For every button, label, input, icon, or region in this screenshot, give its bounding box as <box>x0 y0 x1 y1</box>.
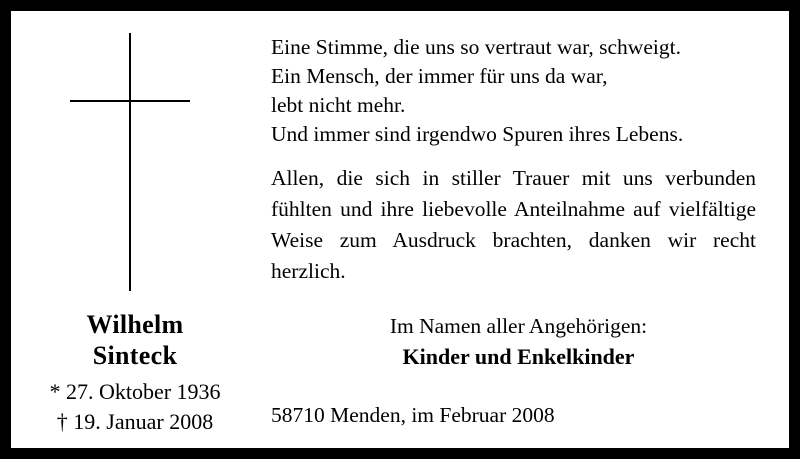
death-date-line: † 19. Januar 2008 <box>56 409 214 434</box>
latin-cross-icon <box>129 33 131 291</box>
verse-line: Und immer sind irgendwo Spuren ihres Lebens. <box>271 122 684 146</box>
deceased-first-name: Wilhelm <box>86 310 184 339</box>
birth-date-line: * 27. Oktober 1936 <box>49 379 221 404</box>
place-and-date: 58710 Menden, im Februar 2008 <box>271 403 555 427</box>
family-intro-text: Im Namen aller Angehörigen: <box>389 314 648 338</box>
family-names-text: Kinder und Enkelkinder <box>402 344 635 369</box>
latin-cross-icon-bar <box>70 100 190 102</box>
verse-line: Eine Stimme, die uns so vertraut war, schweigt. <box>271 35 681 59</box>
thanks-paragraph: Allen, die sich in stiller Trauer mit uns verbunden fühlten und ihre liebevolle Anteilnahme auf vielfältige Weise zum Ausdruck brachten, danken wir recht herzlich. <box>271 166 756 283</box>
verse-line: Ein Mensch, der immer für uns da war, <box>271 64 608 88</box>
verse-line: lebt nicht mehr. <box>271 93 406 117</box>
family-block <box>271 312 766 372</box>
right-column <box>266 11 774 448</box>
obituary-card <box>9 9 791 450</box>
deceased-name <box>11 309 259 371</box>
obituary-content <box>11 11 789 448</box>
deceased-last-name: Sinteck <box>92 341 178 370</box>
life-dates <box>11 377 259 437</box>
left-column <box>11 11 259 448</box>
verse-block <box>271 33 771 149</box>
